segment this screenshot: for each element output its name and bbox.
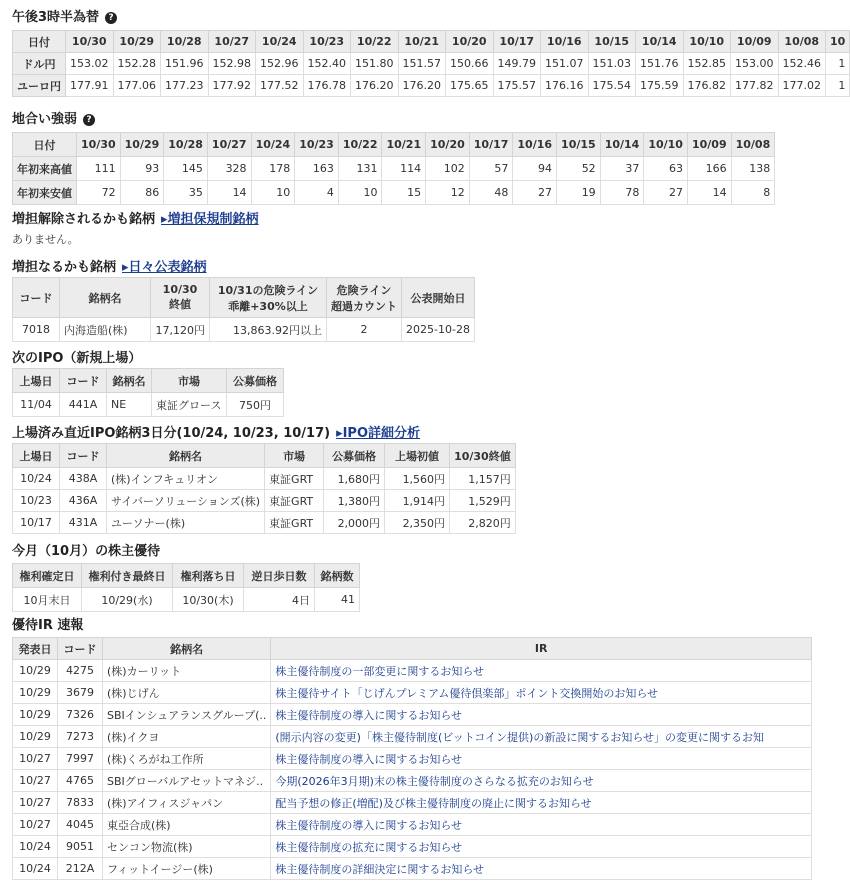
date-column-header: 10/09 <box>731 31 779 53</box>
column-header <box>152 369 227 393</box>
table-cell: 10/27 <box>13 748 58 770</box>
value-cell: 27 <box>513 181 557 205</box>
value-cell: 145 <box>164 157 208 181</box>
column-header-text: コード <box>66 374 100 388</box>
fx-table-wrap <box>12 30 846 97</box>
column-header <box>173 564 244 588</box>
table-cell: 10/29 <box>13 704 58 726</box>
table-row <box>13 704 812 726</box>
date-column-header: 10/10 <box>644 133 688 157</box>
date-column-header: 10/17 <box>469 133 513 157</box>
table-cell: 10/27 <box>13 792 58 814</box>
date-column-header: 10/10 <box>683 31 731 53</box>
column-header <box>385 444 450 468</box>
date-header: 日付 <box>13 31 66 53</box>
date-column-header: 10/30 <box>66 31 114 53</box>
table-cell: NE <box>107 393 152 417</box>
table-cell: 7273 <box>58 726 103 748</box>
table-cell: 212A <box>58 858 103 880</box>
table-cell: 10/27 <box>13 814 58 836</box>
table-cell: (株)アイフィスジャパン <box>103 792 271 814</box>
table-cell: 438A <box>60 468 107 490</box>
value-cell: 151.76 <box>636 53 684 75</box>
table-cell: 東証GRT <box>265 512 324 534</box>
table-cell: 4日 <box>244 588 315 612</box>
table-cell: 東証GRT <box>265 490 324 512</box>
date-column-header: 10/15 <box>557 133 601 157</box>
ir-link[interactable]: 株主優待制度の拡充に関するお知らせ <box>275 840 463 854</box>
table-cell: 4275 <box>58 660 103 682</box>
date-column-header: 10/08 <box>731 133 775 157</box>
column-header <box>103 638 271 660</box>
column-header <box>13 444 60 468</box>
value-cell: 102 <box>426 157 470 181</box>
table-row <box>13 318 475 342</box>
column-header <box>244 564 315 588</box>
date-column-header: 10/20 <box>446 31 494 53</box>
table-cell: 10/17 <box>13 512 60 534</box>
table-cell: 2 <box>327 318 402 342</box>
value-cell: 114 <box>382 157 426 181</box>
table-cell: 441A <box>60 393 107 417</box>
table-cell: 10/30(木) <box>173 588 244 612</box>
value-cell: 177.82 <box>731 75 779 97</box>
ir-link[interactable]: (開示内容の変更)「株主優待制度(ビットコイン提供)の新設に関するお知らせ」の変更に関するお知 <box>275 730 764 744</box>
column-header-text: 銘柄数 <box>320 569 354 583</box>
table-cell: (株)イクヨ <box>103 726 271 748</box>
table-cell: 10/29(水) <box>82 588 173 612</box>
ipo-analysis-link[interactable]: ▸IPO詳細分析 <box>336 426 421 441</box>
table-cell: ユーソナー(株) <box>107 512 265 534</box>
table-cell: 3679 <box>58 682 103 704</box>
yutai-table <box>12 563 360 612</box>
table-cell: 1,157円 <box>450 468 516 490</box>
value-cell: 152.28 <box>113 53 161 75</box>
table-cell: 750円 <box>227 393 284 417</box>
column-header-text: 逆日歩日数 <box>251 569 307 583</box>
value-cell: 328 <box>207 157 251 181</box>
value-cell: 10 <box>338 181 382 205</box>
ipo-recent-title-text: 上場済み直近IPO銘柄3日分(10/24, 10/23, 10/17) <box>12 426 331 441</box>
column-header-text: 銘柄名 <box>170 642 204 656</box>
yutai-ir-table-wrap <box>12 637 764 880</box>
date-column-header: 10/23 <box>303 31 351 53</box>
table-cell <box>271 748 812 770</box>
table-cell: 1,914円 <box>385 490 450 512</box>
column-header-text: 上場日 <box>19 449 53 463</box>
value-cell: 12 <box>426 181 470 205</box>
strength-title-text: 地合い強弱 <box>12 112 78 127</box>
table-row <box>13 75 850 97</box>
strength-table <box>12 132 775 205</box>
table-cell: 1,529円 <box>450 490 516 512</box>
column-header-text: 市場 <box>283 449 306 463</box>
column-header-text: 公募価格 <box>233 374 277 388</box>
table-row <box>13 792 812 814</box>
table-cell: 10/24 <box>13 836 58 858</box>
table-row <box>13 814 812 836</box>
date-column-header: 10/21 <box>398 31 446 53</box>
ipo-next-table <box>12 368 284 417</box>
date-column-header: 10 <box>826 31 850 53</box>
ir-link[interactable]: 株主優待サイト「じげんプレミアム優待倶楽部」ポイント交換開始のお知らせ <box>275 686 659 700</box>
table-cell: 2,350円 <box>385 512 450 534</box>
table-row <box>13 53 850 75</box>
column-header-text: 10/30終値 <box>454 449 511 463</box>
table-cell: 431A <box>60 512 107 534</box>
margin-regulation-link[interactable]: ▸増担保規制銘柄 <box>161 212 259 227</box>
value-cell: 72 <box>77 181 121 205</box>
value-cell: 176.78 <box>303 75 351 97</box>
table-cell: 東証グロース <box>152 393 227 417</box>
table-cell: センコン物流(株) <box>103 836 271 858</box>
table-cell: 4045 <box>58 814 103 836</box>
help-icon[interactable]: ? <box>83 114 95 126</box>
value-cell: 93 <box>120 157 164 181</box>
date-column-header: 10/23 <box>295 133 339 157</box>
table-row <box>13 393 284 417</box>
column-header-text: コード <box>66 449 100 463</box>
value-cell: 86 <box>120 181 164 205</box>
date-column-header: 10/14 <box>600 133 644 157</box>
column-header <box>450 444 516 468</box>
table-row <box>13 512 516 534</box>
column-header-text: 乖離+30%以上 <box>228 299 308 313</box>
column-header-text: 権利落ち日 <box>180 569 236 583</box>
table-cell: 10月末日 <box>13 588 82 612</box>
table-cell <box>271 682 812 704</box>
table-cell: 10/27 <box>13 770 58 792</box>
value-cell: 152.98 <box>208 53 256 75</box>
column-header-text: 超過カウント <box>331 299 397 313</box>
ir-link[interactable]: 株主優待制度の導入に関するお知らせ <box>275 818 463 832</box>
table-cell: (株)じげん <box>103 682 271 704</box>
value-cell: 152.85 <box>683 53 731 75</box>
column-header-text: 公募価格 <box>332 449 377 463</box>
value-cell: 176.82 <box>683 75 731 97</box>
table-cell: 9051 <box>58 836 103 858</box>
column-header-text: 銘柄名 <box>112 374 146 388</box>
fx-table <box>12 30 850 97</box>
date-column-header: 10/20 <box>426 133 470 157</box>
column-header-text: 10/31の危険ライン <box>217 283 319 297</box>
table-cell: 10/29 <box>13 726 58 748</box>
table-row <box>13 770 812 792</box>
value-cell: 37 <box>600 157 644 181</box>
date-header: 日付 <box>13 133 77 157</box>
column-header-text: 権利付き最終日 <box>88 569 166 583</box>
release-title-text: 増担解除されるかも銘柄 <box>12 212 156 227</box>
value-cell: 48 <box>469 181 513 205</box>
table-cell: 7997 <box>58 748 103 770</box>
table-cell: SBIグローバルアセットマネジ.. <box>103 770 271 792</box>
ipo-next-title: 次のIPO（新規上場） <box>12 351 142 366</box>
table-cell: 7018 <box>13 318 60 342</box>
date-column-header: 10/08 <box>778 31 826 53</box>
value-cell: 152.96 <box>256 53 304 75</box>
column-header-text: 10/30 <box>162 283 198 296</box>
value-cell: 153.02 <box>66 53 114 75</box>
value-cell: 35 <box>164 181 208 205</box>
value-cell: 131 <box>338 157 382 181</box>
value-cell: 177.91 <box>66 75 114 97</box>
table-cell: 2,000円 <box>324 512 385 534</box>
value-cell: 149.79 <box>493 53 541 75</box>
fx-title <box>12 6 117 25</box>
table-cell: 41 <box>315 588 360 612</box>
value-cell: 14 <box>207 181 251 205</box>
date-column-header: 10/24 <box>251 133 295 157</box>
value-cell: 177.52 <box>256 75 304 97</box>
table-cell <box>271 814 812 836</box>
table-row <box>13 858 812 880</box>
column-header <box>327 278 402 318</box>
date-column-header: 10/16 <box>513 133 557 157</box>
table-cell <box>271 792 812 814</box>
margin-title-text: 増担なるかも銘柄 <box>12 260 117 275</box>
strength-title <box>12 108 95 127</box>
date-column-header: 10/29 <box>113 31 161 53</box>
value-cell: 19 <box>557 181 601 205</box>
date-column-header: 10/14 <box>636 31 684 53</box>
table-cell: (株)くろがね工作所 <box>103 748 271 770</box>
ipo-recent-table <box>12 443 516 534</box>
value-cell: 163 <box>295 157 339 181</box>
column-header-text: 終値 <box>169 298 191 311</box>
date-column-header: 10/27 <box>208 31 256 53</box>
ir-link[interactable]: 今期(2026年3月期)末の株主優待制度のさらなる拡充のお知らせ <box>275 774 594 788</box>
column-header <box>265 444 324 468</box>
table-row <box>13 157 775 181</box>
column-header <box>13 564 82 588</box>
column-header <box>58 638 103 660</box>
table-cell: 東証GRT <box>265 468 324 490</box>
value-cell: 15 <box>382 181 426 205</box>
date-column-header: 10/28 <box>161 31 209 53</box>
value-cell: 138 <box>731 157 775 181</box>
ir-link[interactable]: 株主優待制度の導入に関するお知らせ <box>275 708 463 722</box>
column-header <box>324 444 385 468</box>
value-cell: 150.66 <box>446 53 494 75</box>
table-cell: 17,120円 <box>151 318 210 342</box>
table-cell: 内海造船(株) <box>60 318 151 342</box>
value-cell: 151.07 <box>541 53 589 75</box>
value-cell: 14 <box>687 181 731 205</box>
table-cell <box>271 704 812 726</box>
value-cell: 175.65 <box>446 75 494 97</box>
column-header-text: IR <box>534 642 548 655</box>
table-cell: 13,863.92円以上 <box>210 318 327 342</box>
value-cell: 178 <box>251 157 295 181</box>
yutai-ir-table <box>12 637 812 880</box>
value-cell: 1 <box>826 75 850 97</box>
value-cell: 176.20 <box>351 75 399 97</box>
table-cell: 10/23 <box>13 490 60 512</box>
column-header-text: 上場初値 <box>395 449 440 463</box>
value-cell: 177.06 <box>113 75 161 97</box>
column-header-text: 権利確定日 <box>19 569 75 583</box>
date-column-header: 10/22 <box>351 31 399 53</box>
value-cell: 176.16 <box>541 75 589 97</box>
date-column-header: 10/09 <box>687 133 731 157</box>
margin-table <box>12 277 475 342</box>
value-cell: 27 <box>644 181 688 205</box>
column-header <box>107 444 265 468</box>
value-cell: 152.40 <box>303 53 351 75</box>
table-cell: 1,380円 <box>324 490 385 512</box>
ir-link[interactable]: 株主優待制度の導入に関するお知らせ <box>275 752 463 766</box>
value-cell: 177.02 <box>778 75 826 97</box>
value-cell: 151.57 <box>398 53 446 75</box>
value-cell: 4 <box>295 181 339 205</box>
value-cell: 153.00 <box>731 53 779 75</box>
table-row <box>13 726 812 748</box>
release-note: ありません。 <box>12 233 79 246</box>
table-cell: 10/29 <box>13 682 58 704</box>
date-column-header: 10/21 <box>382 133 426 157</box>
date-column-header: 10/22 <box>338 133 382 157</box>
value-cell: 152.46 <box>778 53 826 75</box>
column-header <box>107 369 152 393</box>
table-cell <box>271 660 812 682</box>
column-header <box>82 564 173 588</box>
table-cell: 4765 <box>58 770 103 792</box>
yutai-title: 今月（10月）の株主優待 <box>12 544 161 559</box>
value-cell: 1 <box>826 53 850 75</box>
table-row <box>13 660 812 682</box>
table-cell: 1,560円 <box>385 468 450 490</box>
value-cell: 78 <box>600 181 644 205</box>
date-column-header: 10/28 <box>164 133 208 157</box>
ir-link[interactable]: 株主優待制度の一部変更に関するお知らせ <box>275 664 485 678</box>
column-header-text: 公表開始日 <box>410 291 466 305</box>
value-cell: 111 <box>77 157 121 181</box>
ipo-recent-title <box>12 422 420 441</box>
table-cell: 436A <box>60 490 107 512</box>
table-row <box>13 468 516 490</box>
value-cell: 177.23 <box>161 75 209 97</box>
column-header <box>210 278 327 318</box>
strength-table-wrap <box>12 132 771 205</box>
table-cell: フィットイージー(株) <box>103 858 271 880</box>
row-label: 年初来安値 <box>13 181 77 205</box>
table-row <box>13 836 812 858</box>
table-cell: (株)カーリット <box>103 660 271 682</box>
table-cell <box>271 726 812 748</box>
column-header-text: 上場日 <box>19 374 53 388</box>
ir-link[interactable]: 配当予想の修正(増配)及び株主優待制度の廃止に関するお知らせ <box>275 796 592 810</box>
column-header-text: 発表日 <box>18 642 52 656</box>
table-cell: (株)インフキュリオン <box>107 468 265 490</box>
table-cell: 10/24 <box>13 468 60 490</box>
date-column-header: 10/24 <box>256 31 304 53</box>
value-cell: 151.96 <box>161 53 209 75</box>
date-column-header: 10/17 <box>493 31 541 53</box>
table-cell: サイバーソリューションズ(株) <box>107 490 265 512</box>
yutai-ir-title: 優待IR 速報 <box>12 618 84 633</box>
column-header <box>315 564 360 588</box>
table-cell: 2,820円 <box>450 512 516 534</box>
value-cell: 175.59 <box>636 75 684 97</box>
column-header <box>13 369 60 393</box>
value-cell: 94 <box>513 157 557 181</box>
release-title <box>12 208 259 227</box>
table-cell <box>271 770 812 792</box>
column-header <box>271 638 812 660</box>
column-header <box>13 278 60 318</box>
table-row <box>13 181 775 205</box>
table-row <box>13 748 812 770</box>
row-label: ドル円 <box>13 53 66 75</box>
date-column-header: 10/15 <box>588 31 636 53</box>
table-cell: 10/24 <box>13 858 58 880</box>
value-cell: 10 <box>251 181 295 205</box>
table-cell: 2025-10-28 <box>402 318 475 342</box>
value-cell: 8 <box>731 181 775 205</box>
table-row <box>13 588 360 612</box>
table-cell: 10/29 <box>13 660 58 682</box>
value-cell: 151.03 <box>588 53 636 75</box>
date-column-header: 10/30 <box>77 133 121 157</box>
column-header <box>13 638 58 660</box>
row-label: 年初来高値 <box>13 157 77 181</box>
margin-title <box>12 256 207 275</box>
table-cell: 7326 <box>58 704 103 726</box>
column-header-text: コード <box>19 291 53 305</box>
table-cell <box>271 858 812 880</box>
date-column-header: 10/27 <box>207 133 251 157</box>
help-icon[interactable]: ? <box>105 12 117 24</box>
column-header-text: コード <box>63 642 97 656</box>
value-cell: 177.92 <box>208 75 256 97</box>
table-cell: 11/04 <box>13 393 60 417</box>
column-header <box>151 278 210 318</box>
column-header <box>402 278 475 318</box>
fx-title-text: 午後3時半為替 <box>12 10 100 25</box>
table-cell: 東亞合成(株) <box>103 814 271 836</box>
value-cell: 166 <box>687 157 731 181</box>
value-cell: 175.57 <box>493 75 541 97</box>
value-cell: 63 <box>644 157 688 181</box>
date-column-header: 10/16 <box>541 31 589 53</box>
row-label: ユーロ円 <box>13 75 66 97</box>
table-row <box>13 682 812 704</box>
table-cell: SBIインシュアランスグループ(.. <box>103 704 271 726</box>
value-cell: 57 <box>469 157 513 181</box>
column-header <box>60 369 107 393</box>
table-row <box>13 490 516 512</box>
value-cell: 175.54 <box>588 75 636 97</box>
value-cell: 151.80 <box>351 53 399 75</box>
column-header <box>60 444 107 468</box>
column-header-text: 銘柄名 <box>169 449 203 463</box>
value-cell: 52 <box>557 157 601 181</box>
date-column-header: 10/29 <box>120 133 164 157</box>
column-header <box>227 369 284 393</box>
column-header-text: 市場 <box>178 374 200 388</box>
table-cell: 1,680円 <box>324 468 385 490</box>
ir-link[interactable]: 株主優待制度の詳細決定に関するお知らせ <box>275 862 485 876</box>
table-cell <box>271 836 812 858</box>
table-cell: 7833 <box>58 792 103 814</box>
column-header-text: 銘柄名 <box>88 291 122 305</box>
daily-published-link[interactable]: ▸日々公表銘柄 <box>122 260 207 275</box>
column-header <box>60 278 151 318</box>
column-header-text: 危険ライン <box>336 283 392 297</box>
value-cell: 176.20 <box>398 75 446 97</box>
